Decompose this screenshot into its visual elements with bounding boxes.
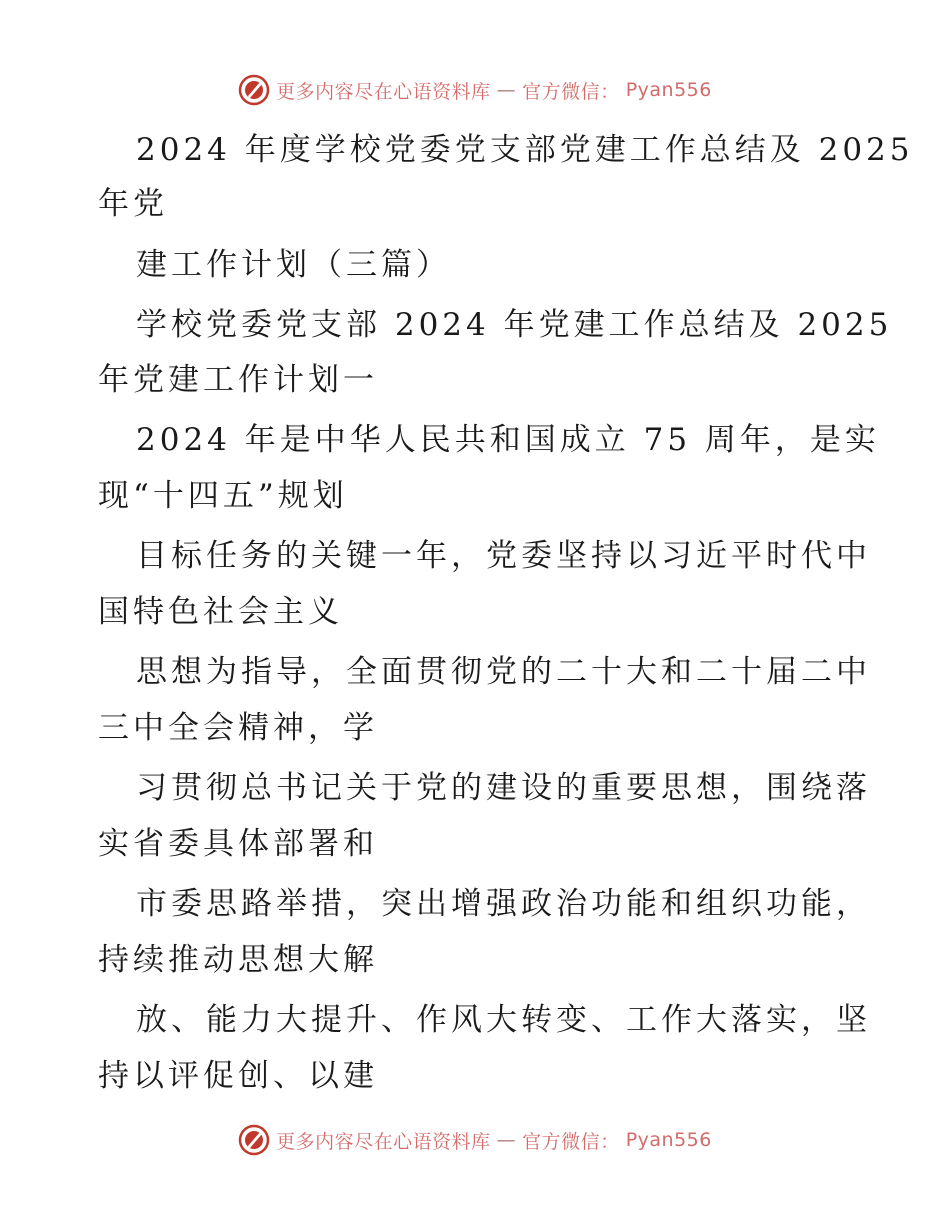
doc-line: 持续推动思想大解 <box>98 942 378 978</box>
watermark-label: 官方微信： <box>522 1130 620 1153</box>
doc-line: 思想为指导，全面贯彻党的二十大和二十届二中 <box>136 654 871 690</box>
doc-line: 习贯彻总书记关于党的建设的重要思想，围绕落 <box>136 770 871 806</box>
doc-line: 现“十四五”规划 <box>98 478 348 514</box>
doc-line: 年党建工作计划一 <box>98 362 378 398</box>
doc-line: 放、能力大提升、作风大转变、工作大落实，坚 <box>136 1002 871 1038</box>
doc-line: 2024 年度学校党委党支部党建工作总结及 2025 <box>136 132 914 168</box>
doc-line: 学校党委党支部 2024 年党建工作总结及 2025 <box>136 307 893 343</box>
footer-watermark <box>0 1120 950 1160</box>
header-watermark <box>0 70 950 110</box>
watermark-brand: 更多内容尽在心语资料库 <box>276 80 491 103</box>
doc-line: 建工作计划（三篇） <box>136 247 451 283</box>
doc-line: 国特色社会主义 <box>98 594 343 630</box>
doc-line: 2024 年是中华人民共和国成立 75 周年，是实 <box>136 422 880 458</box>
doc-line: 实省委具体部署和 <box>98 826 378 862</box>
watermark-separator: — <box>496 1129 517 1151</box>
doc-line: 目标任务的关键一年，党委坚持以习近平时代中 <box>136 538 871 574</box>
doc-line: 年党 <box>98 186 168 222</box>
watermark-separator: — <box>496 79 517 101</box>
watermark-brand: 更多内容尽在心语资料库 <box>276 1130 491 1153</box>
doc-line: 市委思路举措，突出增强政治功能和组织功能， <box>136 886 871 922</box>
watermark-label: 官方微信： <box>522 80 620 103</box>
watermark-contact: Pyan556 <box>625 79 712 101</box>
pen-logo-icon <box>238 74 270 106</box>
doc-line: 持以评促创、以建 <box>98 1058 378 1094</box>
watermark-contact: Pyan556 <box>625 1129 712 1151</box>
doc-line: 三中全会精神，学 <box>98 710 378 746</box>
pen-logo-icon <box>238 1124 270 1156</box>
